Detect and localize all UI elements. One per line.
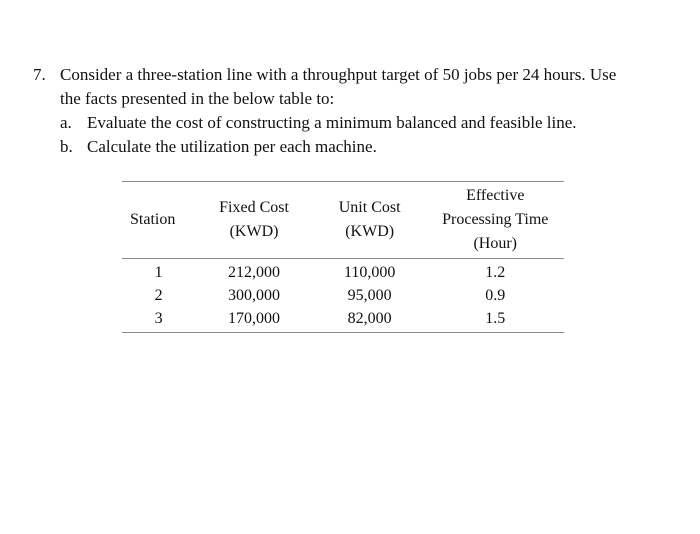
cell-fixed-cost: 170,000 xyxy=(228,310,281,327)
question-text-line-1: Consider a three-station line with a throughput target of 50 jobs per 24 hours. Use xyxy=(60,65,617,84)
header-fixed-cost-line-1: Fixed Cost xyxy=(219,199,289,216)
cell-station: 3 xyxy=(154,310,163,327)
header-processing-time xyxy=(427,182,565,259)
sub-question-b-letter: b. xyxy=(60,137,73,156)
cell-fixed-cost: 300,000 xyxy=(228,287,281,304)
header-fixed-cost xyxy=(195,182,313,259)
header-processing-time-line-2: Processing Time xyxy=(442,211,549,228)
cell-unit-cost: 110,000 xyxy=(343,264,396,281)
header-processing-time-line-1: Effective xyxy=(466,187,525,204)
station-data-table xyxy=(122,181,564,333)
cell-unit-cost: 95,000 xyxy=(347,287,392,304)
cell-processing-time: 1.2 xyxy=(485,264,506,281)
cell-unit-cost: 82,000 xyxy=(347,310,392,327)
question-number: 7. xyxy=(33,65,46,84)
header-unit-cost xyxy=(313,182,427,259)
sub-question-b-text: Calculate the utilization per each machine. xyxy=(87,137,377,156)
sub-question-a-letter: a. xyxy=(60,113,72,132)
header-unit-cost-line-2: (KWD) xyxy=(345,223,395,240)
question-first-line xyxy=(33,63,673,87)
header-station xyxy=(122,182,195,259)
question-block xyxy=(33,63,673,159)
sub-question-a xyxy=(33,111,673,135)
sub-question-a-text: Evaluate the cost of constructing a minimum balanced and feasible line. xyxy=(87,113,577,132)
table-header-row xyxy=(122,182,564,259)
cell-processing-time: 0.9 xyxy=(485,287,506,304)
cell-processing-time: 1.5 xyxy=(485,310,506,327)
table-row xyxy=(122,284,564,307)
header-station-label: Station xyxy=(130,211,176,228)
table-row xyxy=(122,259,564,285)
sub-question-b xyxy=(33,135,673,159)
cell-station: 2 xyxy=(154,287,163,304)
header-fixed-cost-line-2: (KWD) xyxy=(229,223,279,240)
cell-station: 1 xyxy=(154,264,163,281)
question-text-line-2: the facts presented in the below table to: xyxy=(60,89,335,108)
header-unit-cost-line-1: Unit Cost xyxy=(338,199,401,216)
cell-fixed-cost: 212,000 xyxy=(228,264,281,281)
table-row xyxy=(122,307,564,333)
header-processing-time-line-3: (Hour) xyxy=(473,235,518,252)
